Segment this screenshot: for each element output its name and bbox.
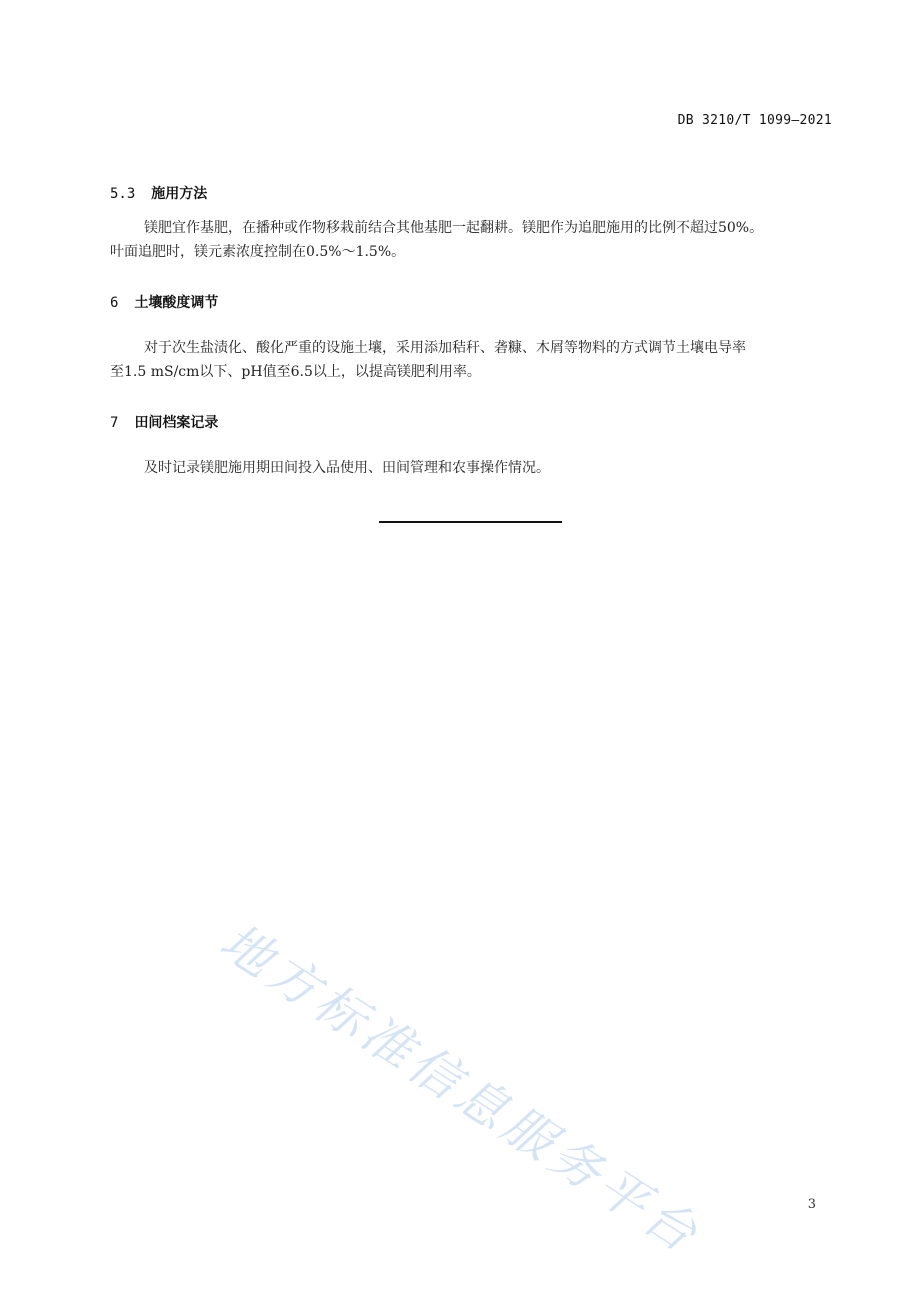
paragraph-line: 及时记录镁肥施用期田间投入品使用、田间管理和农事操作情况。 <box>144 460 550 476</box>
section-heading-7 <box>110 412 218 432</box>
section-paragraph-6 <box>110 336 832 384</box>
section-heading-6 <box>110 292 218 312</box>
section-title: 土壤酸度调节 <box>134 295 219 311</box>
section-title: 田间档案记录 <box>134 415 219 431</box>
section-paragraph-5-3 <box>110 216 832 264</box>
section-paragraph-7 <box>110 456 832 480</box>
section-title: 施用方法 <box>151 186 208 202</box>
paragraph-line: 对于次生盐渍化、酸化严重的设施土壤，采用添加秸秆、砻糠、木屑等物料的方式调节土壤电导率 <box>144 340 746 356</box>
paragraph-line: 叶面追肥时，镁元素浓度控制在0.5%～1.5%。 <box>110 244 406 260</box>
section-number: 7 <box>110 415 119 431</box>
paragraph-line: 至1.5 mS/cm以下、pH值至6.5以上，以提高镁肥利用率。 <box>110 364 481 380</box>
section-number: 6 <box>110 295 119 311</box>
document-code: DB 3210/T 1099—2021 <box>677 113 832 128</box>
section-heading-5-3 <box>110 183 207 203</box>
page-number: 3 <box>807 1197 816 1212</box>
end-of-document-rule <box>379 521 562 523</box>
paragraph-line: 镁肥宜作基肥，在播种或作物移栽前结合其他基肥一起翻耕。镁肥作为追肥施用的比例不超过50%。 <box>144 220 764 236</box>
watermark: 地方标准信息服务平台 <box>210 912 712 1266</box>
section-number: 5.3 <box>110 186 136 202</box>
